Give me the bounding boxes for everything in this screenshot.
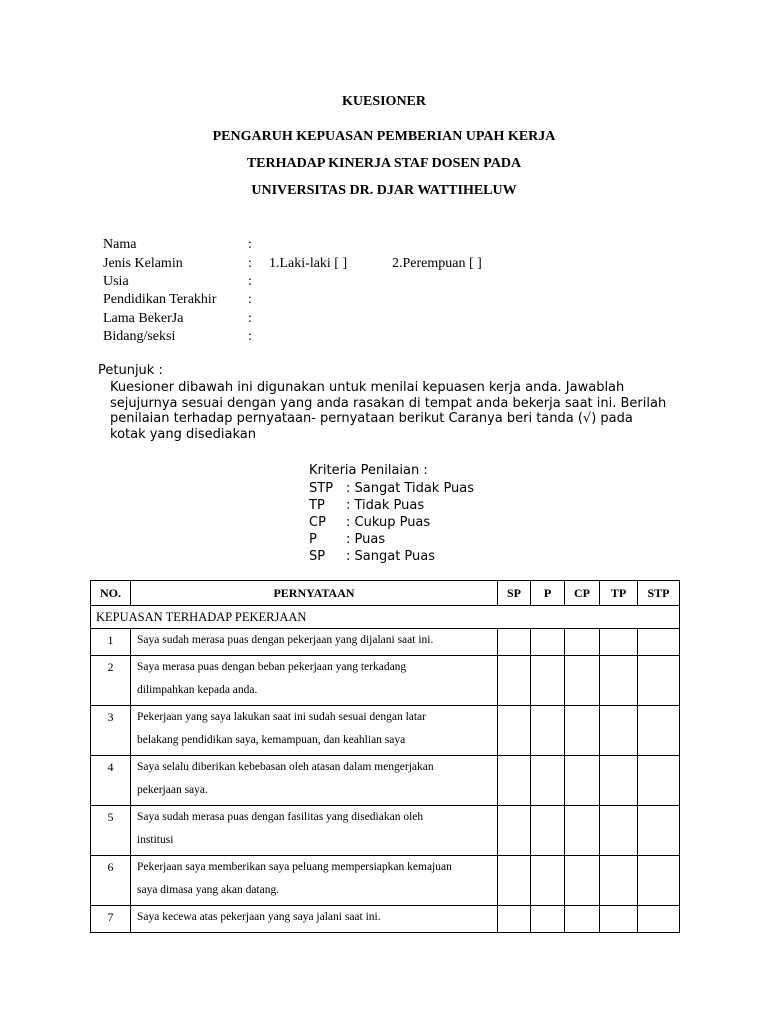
row-number: 7	[91, 906, 131, 933]
field-colon: :	[248, 311, 252, 326]
row-statement	[131, 706, 498, 756]
subtitle-line-3: UNIVERSITAS DR. DJAR WATTIHELUW	[251, 183, 517, 198]
statement-line: belakang pendidikan saya, kemampuan, dan keahlian saya	[137, 734, 406, 746]
answer-cell-sp[interactable]	[498, 656, 531, 706]
criteria-code: SP	[309, 549, 326, 564]
answer-cell-sp[interactable]	[498, 856, 531, 906]
field-colon: :	[248, 256, 252, 271]
row-number: 6	[91, 856, 131, 906]
answer-cell-cp[interactable]	[565, 806, 600, 856]
answer-cell-stp[interactable]	[638, 756, 680, 806]
answer-cell-tp[interactable]	[600, 806, 638, 856]
row-number: 3	[91, 706, 131, 756]
statement-line: Saya kecewa atas pekerjaan yang saya jalani saat ini.	[137, 911, 381, 923]
answer-cell-p[interactable]	[531, 656, 565, 706]
field-colon: :	[248, 329, 252, 344]
answer-cell-stp[interactable]	[638, 629, 680, 656]
table-header-row	[91, 581, 680, 606]
row-statement	[131, 906, 498, 933]
criteria-desc: : Sangat Puas	[346, 549, 436, 564]
row-statement	[131, 806, 498, 856]
row-statement	[131, 756, 498, 806]
answer-cell-tp[interactable]	[600, 756, 638, 806]
answer-cell-stp[interactable]	[638, 806, 680, 856]
answer-cell-p[interactable]	[531, 806, 565, 856]
field-colon: :	[248, 292, 252, 307]
field-label: Usia	[103, 274, 129, 289]
criteria-desc: : Cukup Puas	[346, 515, 431, 530]
gender-option-male[interactable]: 1.Laki-laki [ ]	[269, 256, 348, 271]
table-row	[91, 906, 680, 933]
subtitle-line-2: TERHADAP KINERJA STAF DOSEN PADA	[246, 156, 522, 171]
criteria-code: TP	[309, 498, 325, 513]
header-tp: TP	[600, 581, 638, 606]
answer-cell-cp[interactable]	[565, 706, 600, 756]
answer-cell-sp[interactable]	[498, 629, 531, 656]
row-statement	[131, 629, 498, 656]
criteria-code: P	[309, 532, 317, 547]
answer-cell-cp[interactable]	[565, 756, 600, 806]
row-number: 5	[91, 806, 131, 856]
answer-cell-p[interactable]	[531, 856, 565, 906]
answer-cell-sp[interactable]	[498, 706, 531, 756]
statement-line: Saya selalu diberikan kebebasan oleh atasan dalam mengerjakan	[137, 761, 434, 773]
criteria-desc: : Puas	[346, 532, 386, 547]
answer-cell-sp[interactable]	[498, 756, 531, 806]
field-label: Jenis Kelamin	[103, 256, 183, 271]
field-colon: :	[248, 237, 252, 252]
answer-cell-tp[interactable]	[600, 656, 638, 706]
header-no: NO.	[91, 581, 131, 606]
header-pernyataan: PERNYATAAN	[131, 581, 498, 606]
table-row	[91, 629, 680, 656]
answer-cell-tp[interactable]	[600, 706, 638, 756]
answer-cell-cp[interactable]	[565, 629, 600, 656]
statement-line: Saya sudah merasa puas dengan pekerjaan yang dijalani saat ini.	[137, 634, 434, 646]
answer-cell-sp[interactable]	[498, 906, 531, 933]
answer-cell-stp[interactable]	[638, 656, 680, 706]
row-number: 4	[91, 756, 131, 806]
answer-cell-stp[interactable]	[638, 706, 680, 756]
answer-cell-cp[interactable]	[565, 906, 600, 933]
criteria-desc: : Sangat Tidak Puas	[346, 481, 475, 496]
header-cp: CP	[565, 581, 600, 606]
instructions-text: Kuesioner dibawah ini digunakan untuk menilai kepuasen kerja anda. Jawablah sejujurnya sesuai dengan yang anda rasakan di tempat anda bekerja saat ini. Berilah penilaian terhadap pernyataan- pernyataan berikut Caranya beri tanda (√) pada kotak yang disediakan	[110, 380, 667, 442]
answer-cell-p[interactable]	[531, 756, 565, 806]
row-number: 1	[91, 629, 131, 656]
criteria-code: CP	[309, 515, 326, 530]
table-row	[91, 856, 680, 906]
answer-cell-stp[interactable]	[638, 906, 680, 933]
gender-option-female[interactable]: 2.Perempuan [ ]	[392, 256, 482, 271]
header-sp: SP	[498, 581, 531, 606]
header-p: P	[531, 581, 565, 606]
statement-line: dilimpahkan kepada anda.	[137, 684, 258, 696]
statement-line: Saya merasa puas dengan beban pekerjaan yang terkadang	[137, 661, 407, 673]
document-title: KUESIONER	[341, 94, 427, 109]
row-number: 2	[91, 656, 131, 706]
statement-line: saya dimasa yang akan datang.	[137, 884, 280, 896]
answer-cell-p[interactable]	[531, 629, 565, 656]
statement-line: pekerjaan saya.	[137, 784, 208, 796]
field-label: Pendidikan Terakhir	[103, 292, 217, 307]
statement-line: Pekerjaan saya memberikan saya peluang mempersiapkan kemajuan	[137, 861, 452, 873]
row-statement	[131, 656, 498, 706]
subtitle-line-1: PENGARUH KEPUASAN PEMBERIAN UPAH KERJA	[212, 129, 556, 144]
statement-line: Saya sudah merasa puas dengan fasilitas yang disediakan oleh	[137, 811, 424, 823]
answer-cell-p[interactable]	[531, 906, 565, 933]
field-label: Nama	[103, 237, 137, 252]
section-row	[91, 606, 680, 629]
answer-cell-cp[interactable]	[565, 656, 600, 706]
field-label: Lama BekerJa	[103, 311, 184, 326]
answer-cell-tp[interactable]	[600, 856, 638, 906]
statement-line: institusi	[137, 834, 174, 846]
table-row	[91, 756, 680, 806]
section-title: KEPUASAN TERHADAP PEKERJAAN	[91, 606, 680, 629]
answer-cell-stp[interactable]	[638, 856, 680, 906]
answer-cell-tp[interactable]	[600, 629, 638, 656]
field-label: Bidang/seksi	[103, 329, 176, 344]
criteria-desc: : Tidak Puas	[346, 498, 425, 513]
questionnaire-table	[90, 580, 680, 933]
instructions-label: Petunjuk :	[98, 363, 163, 378]
answer-cell-sp[interactable]	[498, 806, 531, 856]
criteria-code: STP	[309, 481, 334, 496]
answer-cell-cp[interactable]	[565, 856, 600, 906]
answer-cell-tp[interactable]	[600, 906, 638, 933]
table-row	[91, 706, 680, 756]
answer-cell-p[interactable]	[531, 706, 565, 756]
criteria-title: Kriteria Penilaian :	[309, 463, 428, 478]
table-row	[91, 806, 680, 856]
header-stp: STP	[638, 581, 680, 606]
field-colon: :	[248, 274, 252, 289]
statement-line: Pekerjaan yang saya lakukan saat ini sudah sesuai dengan latar	[137, 711, 426, 723]
row-statement	[131, 856, 498, 906]
table-row	[91, 656, 680, 706]
